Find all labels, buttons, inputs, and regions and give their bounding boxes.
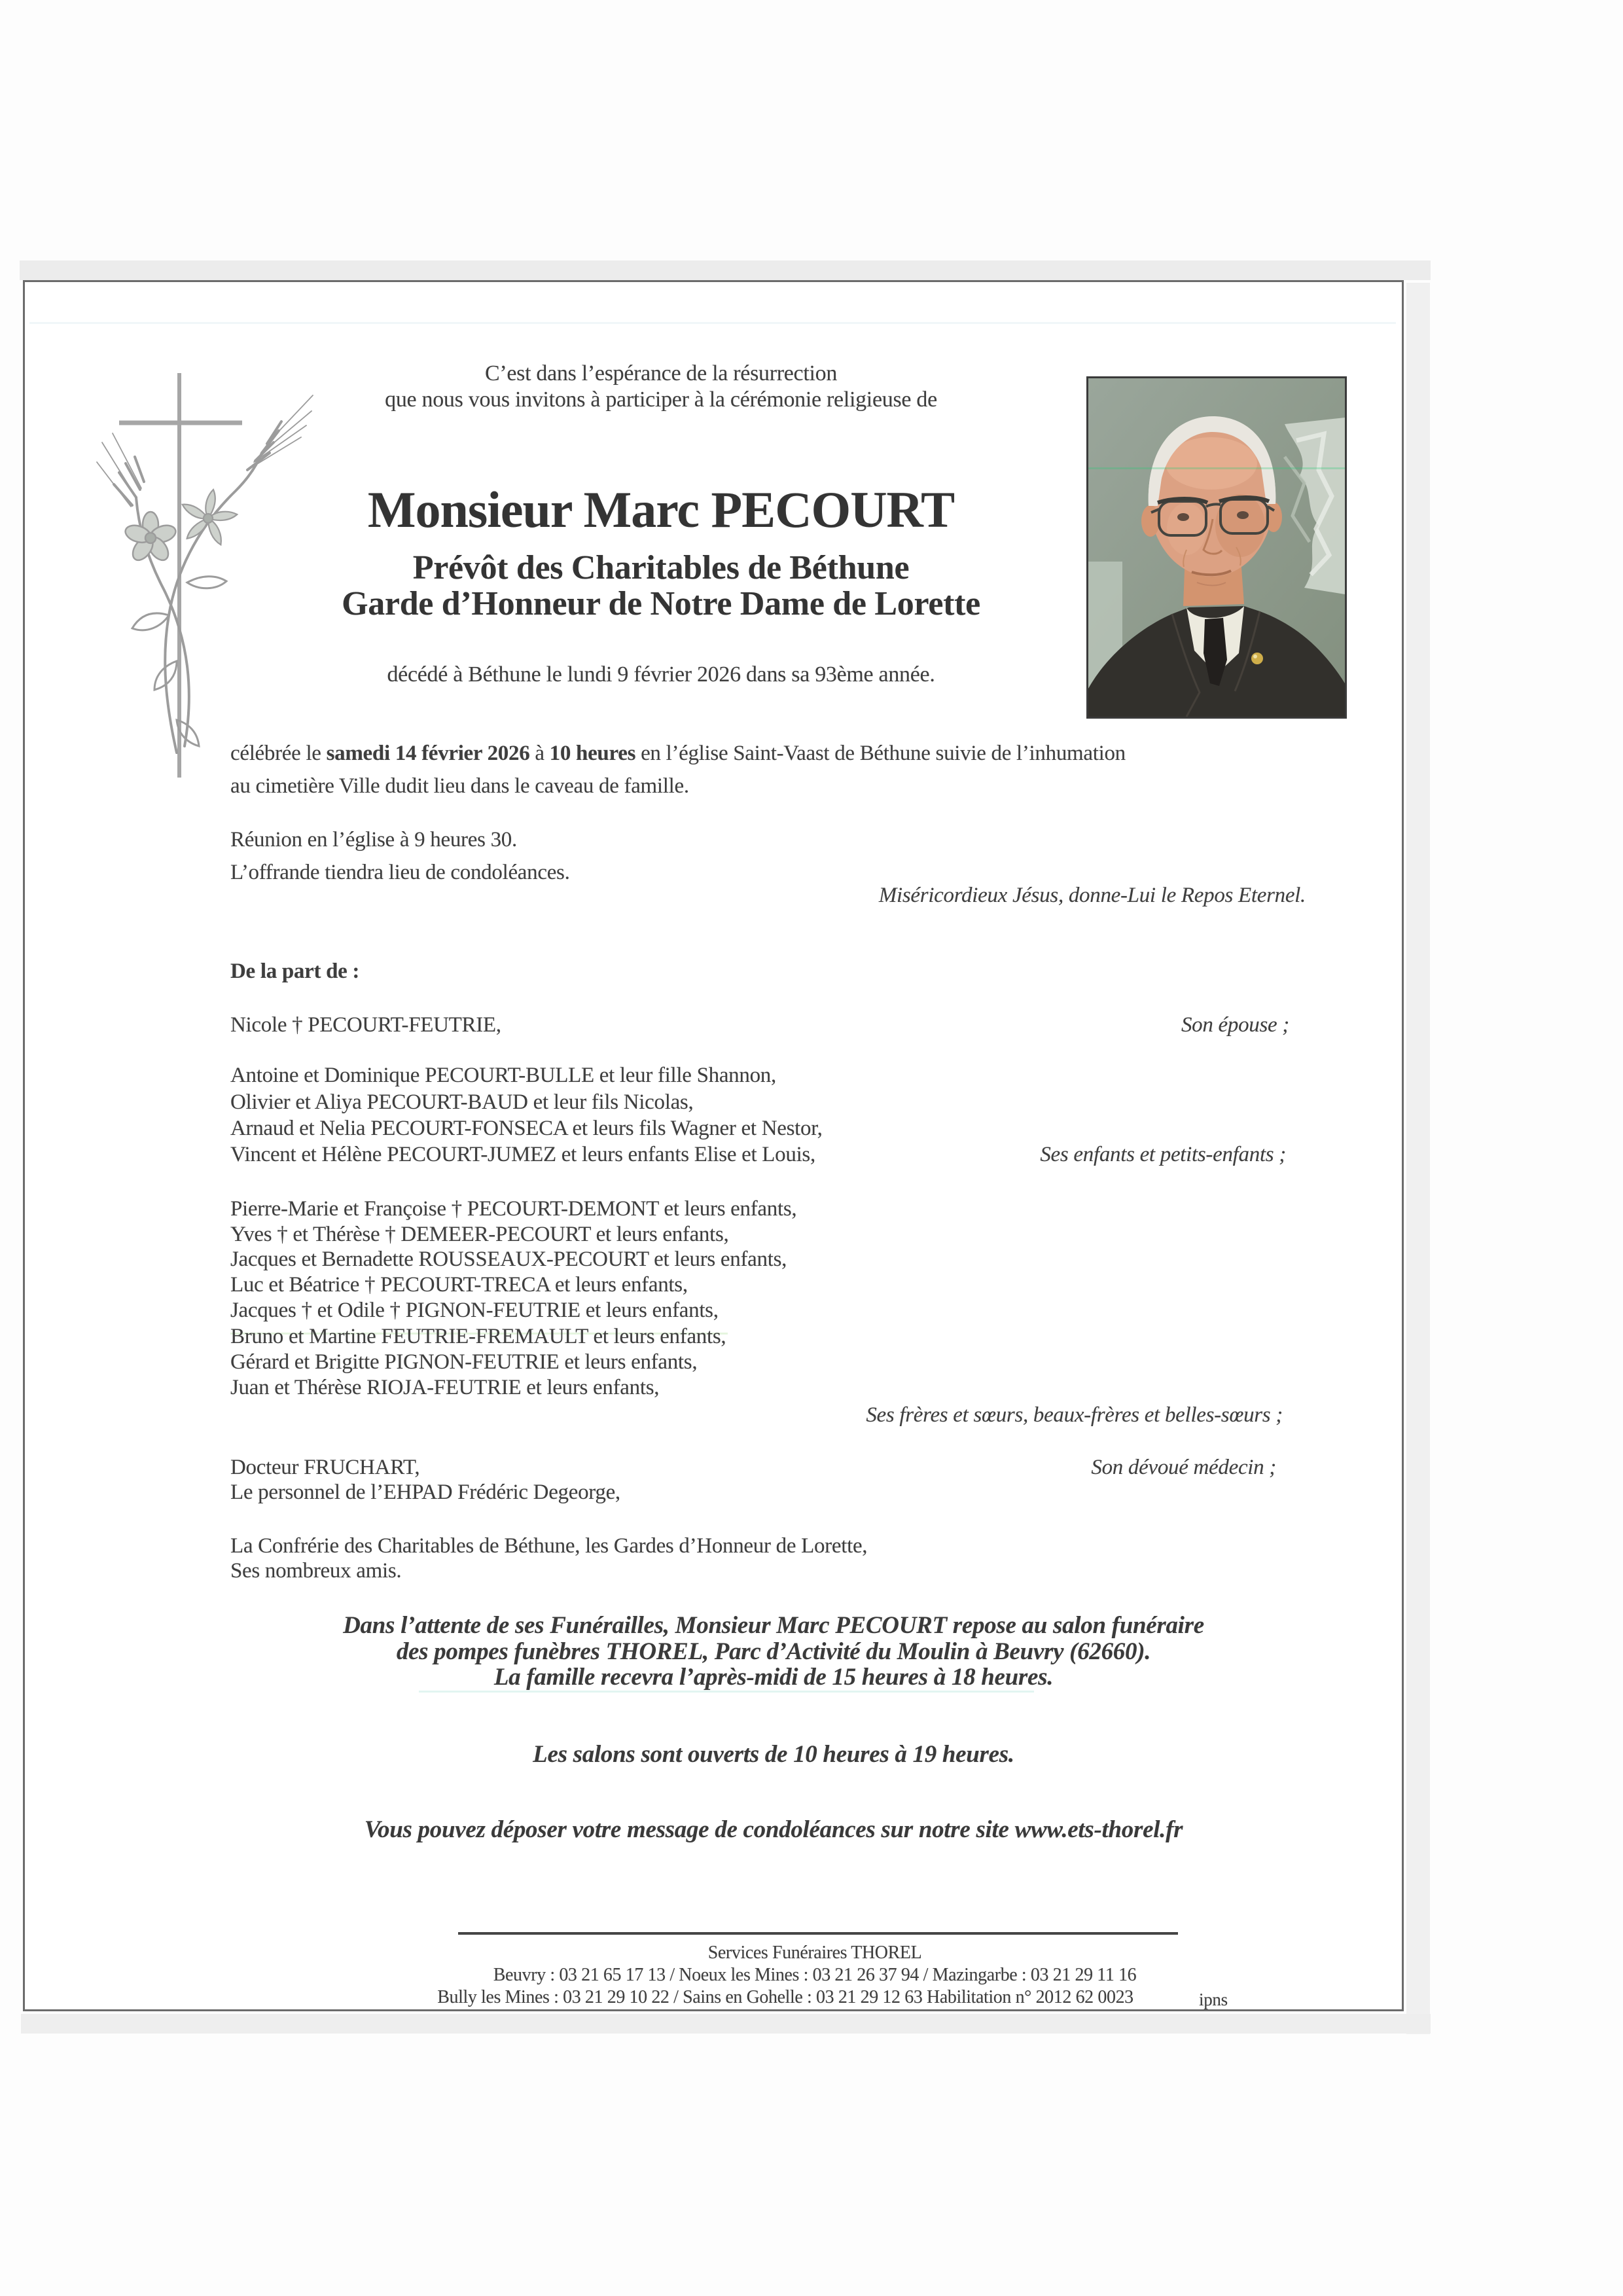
siblings-label: Ses frères et sœurs, beaux-frères et belles-sœurs ; xyxy=(866,1403,1283,1427)
scan-shadow-bottom xyxy=(21,2014,1431,2034)
sibling-line: Jacques et Bernadette ROUSSEAUX-PECOURT et leurs enfants, xyxy=(230,1247,787,1271)
confrerie-line: La Confrérie des Charitables de Béthune, les Gardes d’Honneur de Lorette, xyxy=(230,1534,868,1558)
sibling-line: Yves † et Thérèse † DEMEER-PECOURT et leurs enfants, xyxy=(230,1223,729,1246)
salons-hours-line: Les salons sont ouverts de 10 heures à 19 heures. xyxy=(533,1741,1014,1768)
footer-phones-line-2: Bully les Mines : 03 21 29 10 22 / Sains en Gohelle : 03 21 29 12 63 Habilitation n° 2012 62 0023 xyxy=(437,1987,1133,2007)
sibling-line: Pierre-Marie et Françoise † PECOURT-DEMONT et leurs enfants, xyxy=(230,1197,797,1221)
reunion-line: Réunion en l’église à 9 heures 30. xyxy=(230,828,517,852)
children-line: Antoine et Dominique PECOURT-BULLE et leur fille Shannon, xyxy=(230,1064,776,1087)
friends-line: Ses nombreux amis. xyxy=(230,1559,402,1583)
footer-rule xyxy=(458,1932,1178,1935)
sibling-line: Luc et Béatrice † PECOURT-TRECA et leurs enfants, xyxy=(230,1273,688,1297)
spouse-label: Son épouse ; xyxy=(1181,1013,1289,1037)
invitation-line-1: C’est dans l’espérance de la résurrection xyxy=(484,361,838,386)
staff-line: Le personnel de l’EHPAD Frédéric Degeorge, xyxy=(230,1480,620,1504)
deceased-title-line-1: Prévôt des Charitables de Béthune xyxy=(412,549,910,586)
children-label: Ses enfants et petits-enfants ; xyxy=(1040,1143,1286,1166)
deceased-title-line-2: Garde d’Honneur de Notre Dame de Lorette xyxy=(342,585,980,622)
ceremony-prefix: célébrée le xyxy=(230,742,327,765)
sibling-line: Jacques † et Odile † PIGNON-FEUTRIE et leurs enfants, xyxy=(230,1299,719,1322)
family-heading: De la part de : xyxy=(230,960,360,983)
scan-streak-artifact xyxy=(29,322,1396,324)
footer-ipns-mark: ipns xyxy=(1199,1990,1228,2009)
spouse-name: Nicole † PECOURT-FEUTRIE, xyxy=(230,1013,501,1037)
doctor-name: Docteur FRUCHART, xyxy=(230,1456,420,1479)
invitation-line-2: que nous vous invitons à participer à la cérémonie religieuse de xyxy=(385,387,937,412)
sibling-line: Bruno et Martine FEUTRIE-FREMAULT et leurs enfants, xyxy=(230,1325,726,1348)
footer-phones-line-1: Beuvry : 03 21 65 17 13 / Noeux les Mines : 03 21 26 37 94 / Mazingarbe : 03 21 29 11 16 xyxy=(493,1965,1137,1985)
footer-company: Services Funéraires THOREL xyxy=(707,1943,922,1963)
ceremony-time: 10 heures xyxy=(549,742,636,765)
sibling-line: Gérard et Brigitte PIGNON-FEUTRIE et leurs enfants, xyxy=(230,1350,698,1374)
scan-shadow-right xyxy=(1406,283,1430,2034)
ceremony-line-2: au cimetière Ville dudit lieu dans le caveau de famille. xyxy=(230,774,689,798)
deceased-name-title: Monsieur Marc PECOURT xyxy=(367,481,955,538)
children-line: Vincent et Hélène PECOURT-JUMEZ et leurs enfants Elise et Louis, xyxy=(230,1143,815,1166)
ceremony-mid: à xyxy=(529,742,550,765)
children-line: Arnaud et Nelia PECOURT-FONSECA et leurs fils Wagner et Nestor, xyxy=(230,1117,823,1140)
repose-notice-line-3: La famille recevra l’après-midi de 15 heures à 18 heures. xyxy=(493,1664,1054,1691)
death-date-line: décédé à Béthune le lundi 9 février 2026 dans sa 93ème année. xyxy=(387,662,935,687)
ceremony-line-1 xyxy=(230,742,1126,766)
repose-notice-line-1: Dans l’attente de ses Funérailles, Monsieur Marc PECOURT repose au salon funéraire xyxy=(343,1612,1204,1639)
portrait-photo xyxy=(1086,376,1347,719)
children-line: Olivier et Aliya PECOURT-BAUD et leur fils Nicolas, xyxy=(230,1090,694,1114)
doctor-label: Son dévoué médecin ; xyxy=(1091,1456,1276,1479)
ceremony-date: samedi 14 février 2026 xyxy=(326,742,530,765)
offrande-line: L’offrande tiendra lieu de condoléances. xyxy=(230,861,570,884)
sibling-line: Juan et Thérèse RIOJA-FEUTRIE et leurs enfants, xyxy=(230,1376,660,1399)
ceremony-suffix: en l’église Saint-Vaast de Béthune suivie de l’inhumation xyxy=(635,742,1126,765)
repose-notice-line-2: des pompes funèbres THOREL, Parc d’Activité du Moulin à Beuvry (62660). xyxy=(396,1638,1151,1665)
scan-shadow-top xyxy=(20,260,1431,280)
prayer-line: Miséricordieux Jésus, donne-Lui le Repos Eternel. xyxy=(878,884,1306,907)
condolences-website-line: Vous pouvez déposer votre message de condoléances sur notre site www.ets-thorel.fr xyxy=(364,1816,1183,1843)
